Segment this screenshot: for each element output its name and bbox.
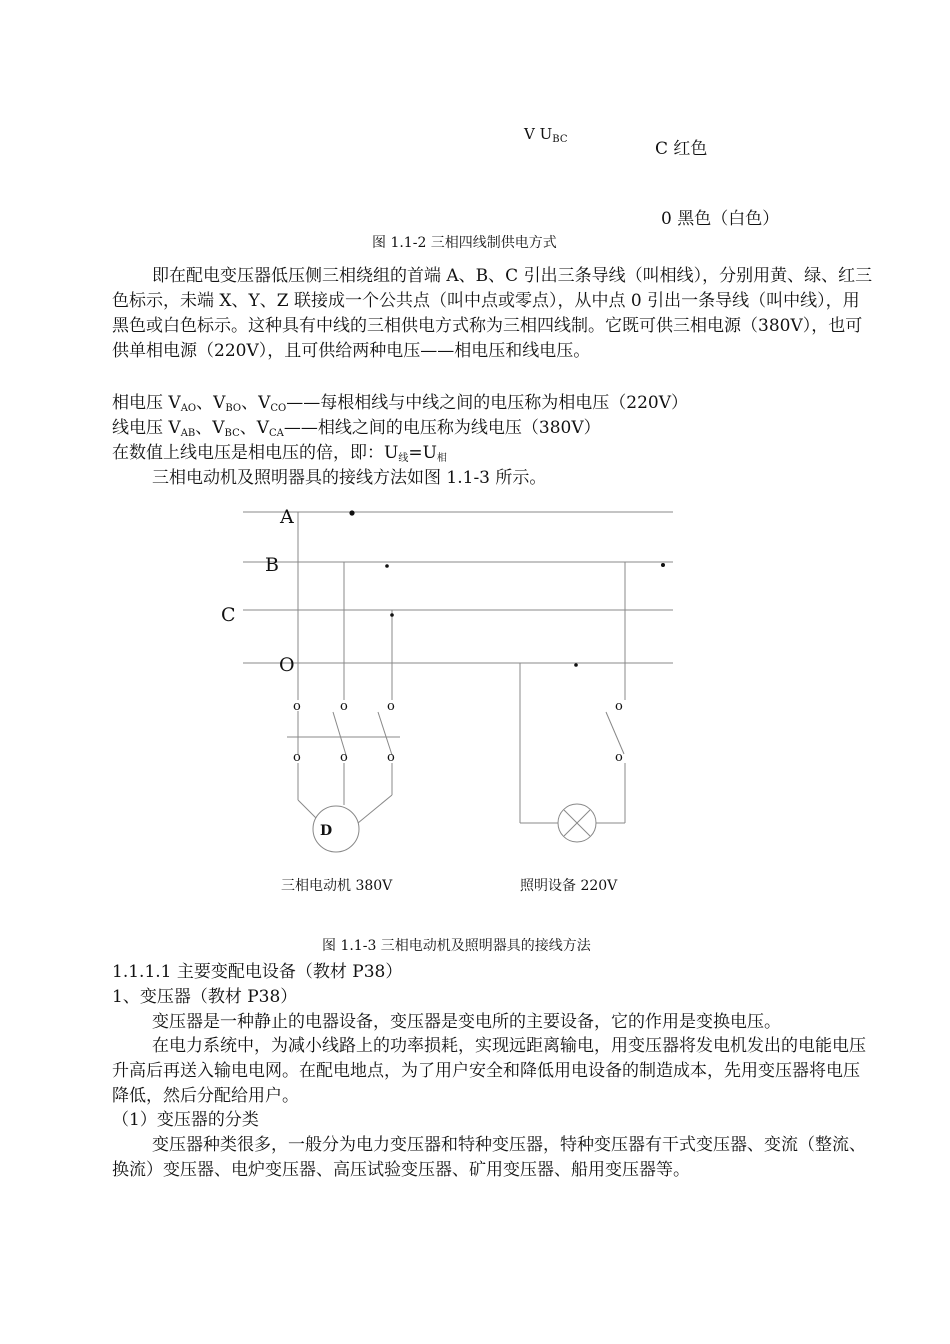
motor-switch-blade-b (333, 712, 346, 755)
line-voltage-desc: ——相线之间的电压称为线电压（380V） (283, 418, 601, 438)
transformer-paragraph-1: 变压器是一种静止的电器设备，变压器是变电所的主要设备，它的作用是变换电压。 (152, 1012, 781, 1032)
classification-heading: （1）变压器的分类 (112, 1110, 259, 1130)
phase-voltage-sub-bo: BO (225, 403, 242, 414)
motor-caption: 三相电动机 380V (281, 878, 393, 894)
fig12-ubc: U (539, 125, 553, 143)
bus-label-a: A (280, 506, 294, 528)
switch-contact-top-b: o (340, 699, 348, 714)
section-heading: 1.1.1.1 主要变配电设备（教材 P38） (112, 962, 403, 982)
junction-dot-b1 (385, 564, 389, 568)
line-voltage-prefix: 线电压 V (112, 418, 181, 438)
fig12-ubc-sub: BC (552, 134, 568, 145)
switch-contact-top-a: o (293, 699, 301, 714)
fig12-o-black-label: 0 黑色（白色） (661, 209, 780, 229)
switch-contact-bottom-a: o (293, 750, 301, 765)
intro-paragraph: 即在配电变压器低压侧三相绕组的首端 A、B、C 引出三条导线（叫相线），分别用黄、绿、红三色标示，未端 X、Y、Z 联接成一个公共点（叫中点或零点），从中点 0 引出一条导线（叫中线），用黑色或白色标示。这种具有中线的三相供电方式称为三相四线制。它既可供三相电源（380V），也可供单相电源（220V），且可供给两种电压——相电压和线电压。 (112, 266, 873, 361)
item1-heading: 1、变压器（教材 P38） (112, 987, 298, 1007)
line-voltage-sub-ca: CA (269, 428, 284, 439)
junction-dot-o (574, 663, 578, 667)
phase-voltage-prefix: 相电压 V (112, 393, 181, 413)
switch-contact-bottom-lamp: o (615, 750, 623, 765)
ratio-mid: =U (408, 443, 437, 463)
junction-dot-b2 (661, 563, 665, 567)
fig12-caption: 图 1.1-2 三相四线制供电方式 (372, 235, 557, 251)
bus-label-o: O (279, 654, 295, 676)
bus-label-b: B (265, 554, 279, 576)
switch-contact-bottom-c: o (387, 750, 395, 765)
switch-contact-top-lamp: o (615, 699, 623, 714)
motor-switch-blade-c (378, 712, 392, 755)
switch-contact-top-c: o (387, 699, 395, 714)
line-voltage-sep1: 、V (195, 418, 225, 438)
phase-voltage-sep1: 、V (196, 393, 226, 413)
lamp-caption: 照明设备 220V (520, 878, 618, 894)
line-voltage-sub-bc: BC (224, 428, 240, 439)
phase-voltage-sep2: 、V (241, 393, 271, 413)
line-voltage-sub-ab: AB (180, 428, 196, 439)
lamp-switch-blade (606, 712, 624, 754)
switch-contact-bottom-b: o (340, 750, 348, 765)
fig13-intro: 三相电动机及照明器具的接线方法如图 1.1-3 所示。 (152, 468, 547, 488)
phase-voltage-sub-ao: AO (180, 403, 197, 414)
ratio-sub-line: 线 (398, 453, 409, 464)
motor-lead-a2 (298, 800, 316, 818)
ratio-sub-phase: 相 (436, 453, 447, 464)
motor-letter: D (320, 823, 333, 839)
transformer-paragraph-2: 在电力系统中，为减小线路上的功率损耗，实现远距离输电，用变压器将发电机发出的电能电压升高后再送入输电电网。在配电地点，为了用户安全和降低用电设备的制造成本，先用变压器将电压降低，然后分配给用户。 (112, 1036, 866, 1106)
line-voltage-sep2: 、V (239, 418, 270, 438)
motor-lead-c2 (358, 795, 392, 823)
bus-label-c: C (221, 604, 236, 626)
classification-paragraph: 变压器种类很多，一般分为电力变压器和特种变压器，特种变压器有干式变压器、变流（整流、换流）变压器、电炉变压器、高压试验变压器、矿用变压器、船用变压器等。 (112, 1135, 866, 1180)
fig12-v: V (524, 125, 535, 143)
junction-dot-c (390, 613, 394, 617)
fig12-c-red-label: C 红色 (655, 139, 708, 159)
junction-dot-a (349, 510, 354, 515)
ratio-prefix: 在数值上线电压是相电压的倍，即：U (112, 443, 399, 463)
phase-voltage-desc: ——每根相线与中线之间的电压称为相电压（220V） (286, 393, 688, 413)
phase-voltage-sub-co: CO (270, 403, 287, 414)
fig13-caption: 图 1.1-3 三相电动机及照明器具的接线方法 (322, 938, 591, 954)
